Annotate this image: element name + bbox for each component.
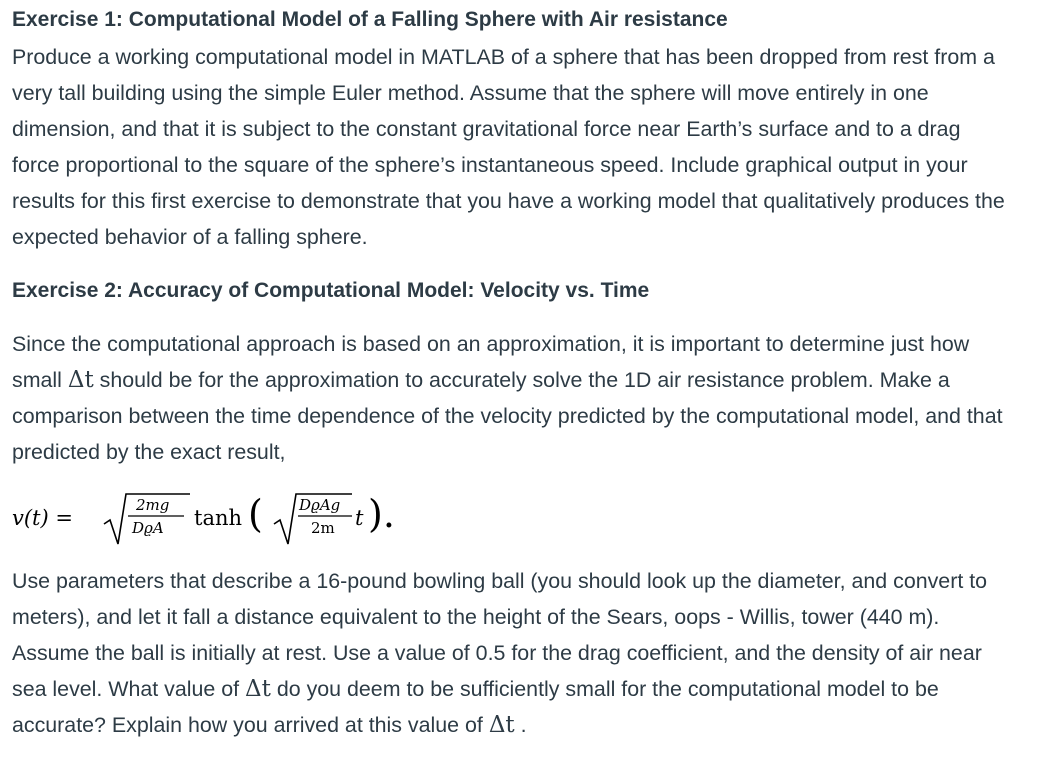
formula-lhs: v(t) = [12,506,73,530]
frac1-denominator: DϱA [132,519,164,537]
formula-close-paren: ). [368,492,395,536]
params-text-part1: Use parameters that describe a 16-pound bowling ball (you should look up the diameter, and convert to meters), and let it fall a distance equivalent to the height of the Sears, oops - Willis, tower (440 m). Assume the ball is initially at rest. Use a value of 0.5 for the drag coefficient, and the density of air near sea level. What value of [12,569,988,701]
formula-open-paren: ( [248,492,263,536]
exercise-2-intro [12,326,1012,470]
params-delta-t-final: Δt [488,712,515,738]
exercise-1-body: Produce a working computational model in MATLAB of a sphere that has been dropped from rest from a very tall building using the simple Euler method. Assume that the sphere will move entirely in one dimension, and that it is subject to the constant gravitational force near Earth’s surface and to a drag force proportional to the square of the sphere’s instantaneous speed. Include graphical output in your results for this first exercise to demonstrate that you have a working model that qualitatively produces the expected behavior of a falling sphere. [12,45,1005,249]
exercise-2-heading: Exercise 2: Accuracy of Computational Model: Velocity vs. Time [12,279,650,302]
intro-text-part2: should be for the approximation to accurately solve the 1D air resistance problem. Make a comparison between the time dependence of the velocity predicted by the computational model, and that predicted by the exact result, [12,368,1003,464]
intro-delta-t: Δt [67,367,94,393]
params-text-part3: . [514,713,527,737]
params-delta-t: Δt [245,676,271,702]
params-text-part2: do you deem to be sufficiently small for the computational model to be accurate? Explain how you arrived at this value of [12,677,939,737]
frac2-numerator: DϱAg [299,496,341,514]
formula-t: t [355,506,364,530]
exercise-1-heading: Exercise 1: Computational Model of a Falling Sphere with Air resistance [12,8,728,31]
frac2-denominator: 2m [311,519,335,537]
intro-text-part1: Since the computational approach is based on an approximation, it is important to determine just how small [12,332,970,392]
formula-tanh: tanh [194,506,243,530]
exercise-2-parameters [12,563,1012,743]
frac1-numerator: 2mg [136,496,170,514]
velocity-formula [12,486,612,550]
